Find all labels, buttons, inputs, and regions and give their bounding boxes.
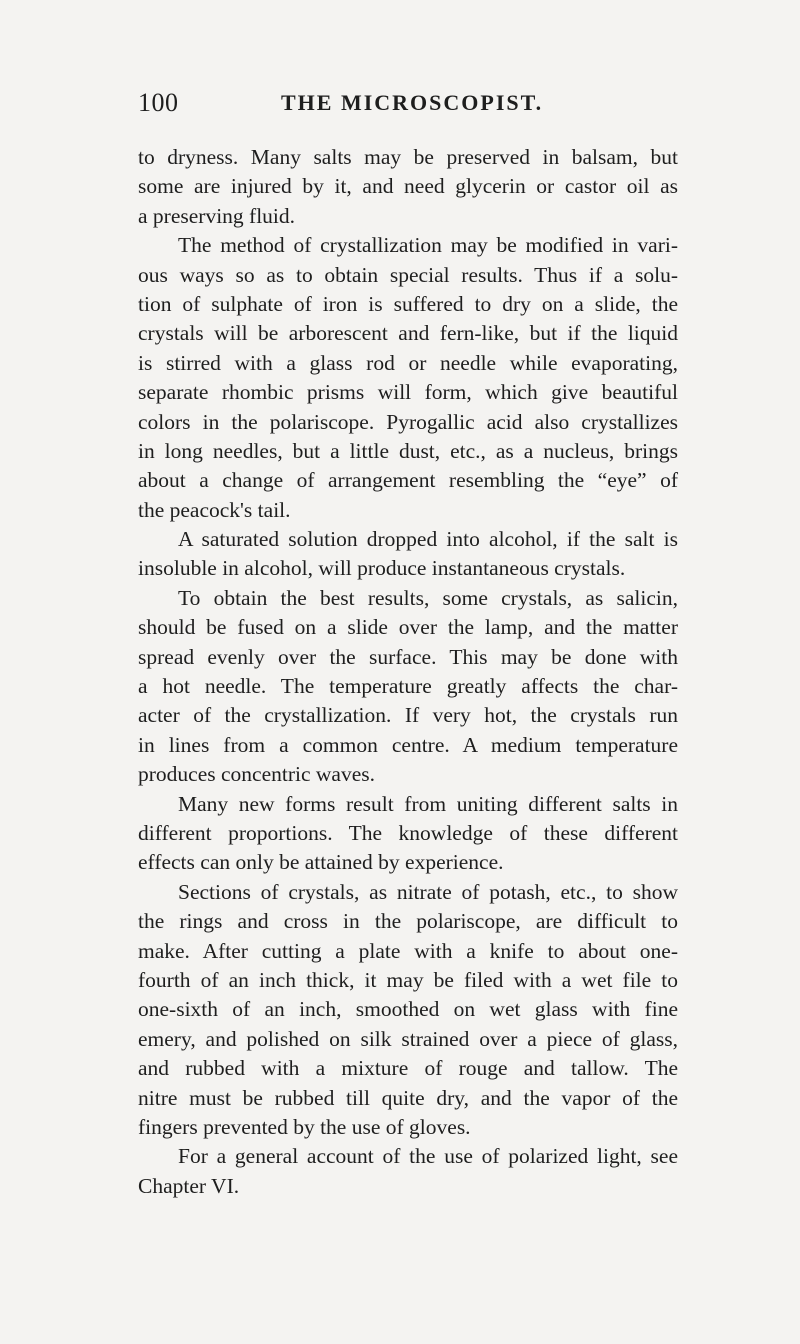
text-line: one-sixth of an inch, smoothed on wet glass with fine [138, 997, 678, 1022]
text-line: the rings and cross in the polariscope, are difficult to [138, 909, 678, 934]
body-text [138, 143, 678, 1201]
text-line: about a change of arrangement resembling the “eye” of [138, 468, 678, 493]
text-line: should be fused on a slide over the lamp, and the matter [138, 615, 678, 640]
text-line: produces concentric waves. [138, 762, 375, 787]
text-line: a preserving fluid. [138, 203, 296, 228]
text-line: is stirred with a glass rod or needle while evaporating, [138, 350, 678, 375]
text-line: the peacock's tail. [138, 497, 291, 522]
text-line: and rubbed with a mixture of rouge and tallow. The [138, 1056, 678, 1081]
text-line: fourth of an inch thick, it may be filed with a wet file to [138, 967, 678, 992]
paragraph-first-line: A saturated solution dropped into alcohol, if the salt is [178, 527, 678, 552]
text-line: colors in the polariscope. Pyrogallic acid also crystallizes [138, 409, 678, 434]
text-line: a hot needle. The temperature greatly affects the char- [138, 674, 678, 699]
text-line: separate rhombic prisms will form, which give beautiful [138, 380, 678, 405]
text-line: insoluble in alcohol, will produce instantaneous crystals. [138, 556, 626, 581]
text-line: crystals will be arborescent and fern-like, but if the liquid [138, 321, 678, 346]
paragraph-first-line: Sections of crystals, as nitrate of potash, etc., to show [178, 879, 678, 904]
running-head: THE MICROSCOPIST. [281, 90, 544, 115]
text-line: nitre must be rubbed till quite dry, and the vapor of the [138, 1085, 678, 1110]
text-line: some are injured by it, and need glycerin or castor oil as [138, 174, 678, 199]
paragraph-first-line: For a general account of the use of polarized light, see [178, 1144, 678, 1169]
text-line: acter of the crystallization. If very hot, the crystals run [138, 703, 678, 728]
text-line: in long needles, but a little dust, etc., as a nucleus, brings [138, 438, 678, 463]
page-number: 100 [138, 88, 179, 117]
text-line: fingers prevented by the use of gloves. [138, 1114, 471, 1139]
text-line: make. After cutting a plate with a knife to about one- [138, 938, 678, 963]
text-line: to dryness. Many salts may be preserved in balsam, but [138, 145, 678, 169]
page-header [138, 88, 678, 128]
paragraph-first-line: To obtain the best results, some crystals, as salicin, [178, 585, 678, 610]
paragraph-first-line: Many new forms result from uniting different salts in [178, 791, 678, 816]
text-line: tion of sulphate of iron is suffered to dry on a slide, the [138, 291, 678, 316]
text-line: emery, and polished on silk strained over a piece of glass, [138, 1026, 678, 1051]
text-line: spread evenly over the surface. This may be done with [138, 644, 678, 669]
paragraph-first-line: The method of crystallization may be modified in vari- [178, 233, 678, 258]
text-line: different proportions. The knowledge of these different [138, 820, 678, 845]
text-line: ous ways so as to obtain special results. Thus if a solu- [138, 262, 678, 287]
text-line: effects can only be attained by experience. [138, 850, 504, 875]
text-line: Chapter VI. [138, 1173, 240, 1198]
text-line: in lines from a common centre. A medium temperature [138, 732, 678, 757]
